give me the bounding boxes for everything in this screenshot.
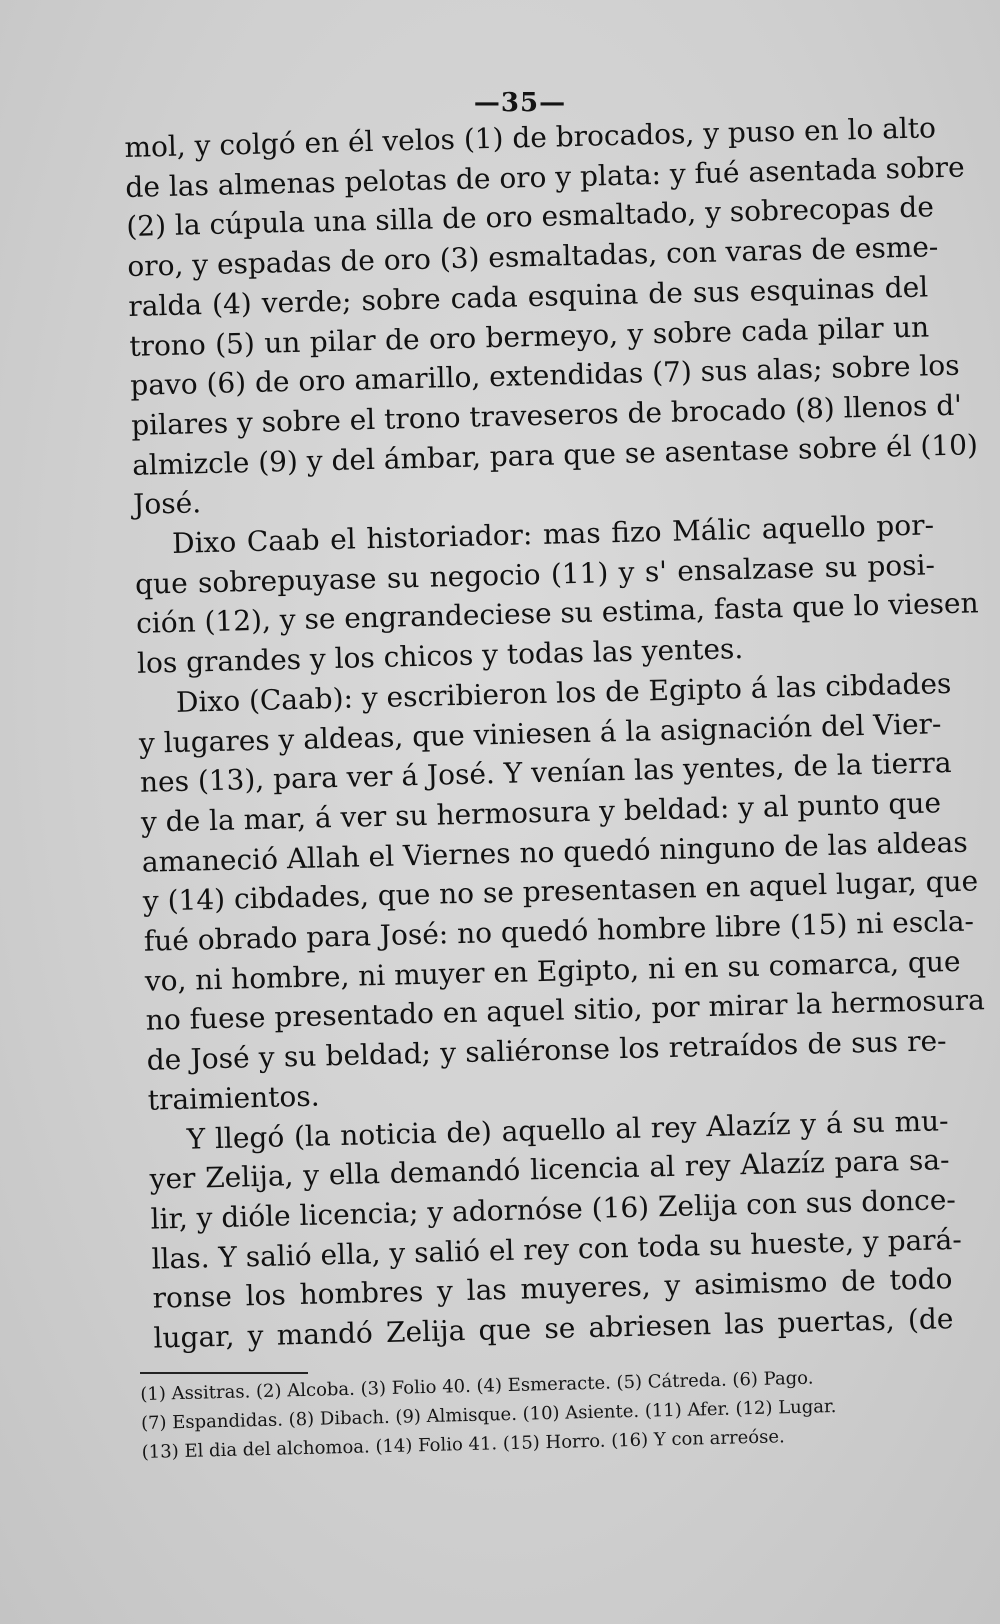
text-line: Dixo (Caab): y escribieron los de Egipto á las cibdades (175, 666, 952, 719)
text-line: vo, ni hombre, ni muyer en Egipto, ni en su comarca, que (144, 944, 961, 998)
text-line: ralda (4) verde; sobre cada esquina de sus esquinas del (127, 270, 929, 323)
text-line: y de la mar, á ver su hermosura y beldad: y al punto que (140, 786, 942, 839)
text-line: mol, y colgó en él velos (1) de brocados, y puso en lo alto (124, 111, 937, 164)
text-line: pilares y sobre el trono traveseros de brocado (8) llenos d' (130, 388, 963, 442)
text-line: trono (5) un pilar de oro bermeyo, y sobre cada pilar un (128, 309, 930, 363)
text-line: (2) la cúpula una silla de oro esmaltado, y sobrecopas de (126, 190, 935, 244)
page-number: —35— (473, 88, 567, 118)
text-line: lugar, y mandó Zelija que se abriesen las puertas, (de (153, 1302, 954, 1355)
text-line: lir, y dióle licencia; y adornóse (16) Zelija con sus donce- (150, 1182, 957, 1236)
text-line: amaneció Allah el Viernes no quedó ninguno de las aldeas (141, 825, 969, 879)
text-line: yer Zelija, y ella demandó licencia al rey Alazíz para sa- (149, 1143, 950, 1196)
text-line: y lugares y aldeas, que viniesen á la asignación del Vier- (138, 706, 942, 760)
text-line: y (14) cibdades, que no se presentasen en aquel lugar, que (142, 864, 979, 919)
text-line: de las almenas pelotas de oro y plata: y fué asentada sobre (125, 150, 965, 204)
text-line: almizcle (9) y del ámbar, para que se asentase sobre él (10) (131, 427, 979, 482)
text-line: fué obrado para José: no quedó hombre libre (15) ni escla- (143, 904, 975, 958)
text-line: Dixo Caab el historiador: mas fizo Málic aquello por- (171, 508, 935, 560)
text-line: José. (132, 486, 202, 522)
text-line: de José y su beldad; y saliéronse los retraídos de sus re- (146, 1024, 947, 1077)
text-line: oro, y espadas de oro (3) esmaltadas, con varas de esme- (126, 230, 939, 284)
text-line: Y llegó (la noticia de) aquello al rey Alazíz y á su mu- (186, 1103, 949, 1156)
text-line: que sobrepuyase su negocio (11) y s' ensalzase su posi- (134, 548, 936, 601)
text-line: nes (13), para ver á José. Y venían las yentes, de la tierra (139, 746, 952, 800)
text-line: traimientos. (147, 1079, 320, 1117)
text-line: los grandes y los chicos y todas las yentes. (136, 632, 744, 680)
text-line: ción (12), y se engrandeciese su estima, fasta que lo viesen (135, 586, 979, 641)
footnote-line: (1) Assitras. (2) Alcoba. (3) Folio 40. (4) Esmeracte. (5) Cátreda. (6) Pago. (140, 1367, 814, 1405)
footnote-line: (13) El dia del alchomoa. (14) Folio 41. (15) Horro. (16) Y con arreóse. (141, 1426, 785, 1463)
footnote-divider (140, 1372, 308, 1374)
body-text (124, 108, 986, 1358)
text-line: ronse los hombres y las muyeres, y asimismo de todo (152, 1262, 953, 1316)
text-line: no fuese presentado en aquel sitio, por mirar la hermosura (145, 983, 986, 1038)
text-line: llas. Y salió ella, y salió el rey con toda su hueste, y pará- (151, 1222, 963, 1276)
footnotes (140, 1360, 942, 1467)
footnote-line: (7) Espandidas. (8) Dibach. (9) Almisque. (10) Asiente. (11) Afer. (12) Lugar. (140, 1395, 837, 1434)
text-line: pavo (6) de oro amarillo, extendidas (7) sus alas; sobre los (129, 348, 960, 403)
